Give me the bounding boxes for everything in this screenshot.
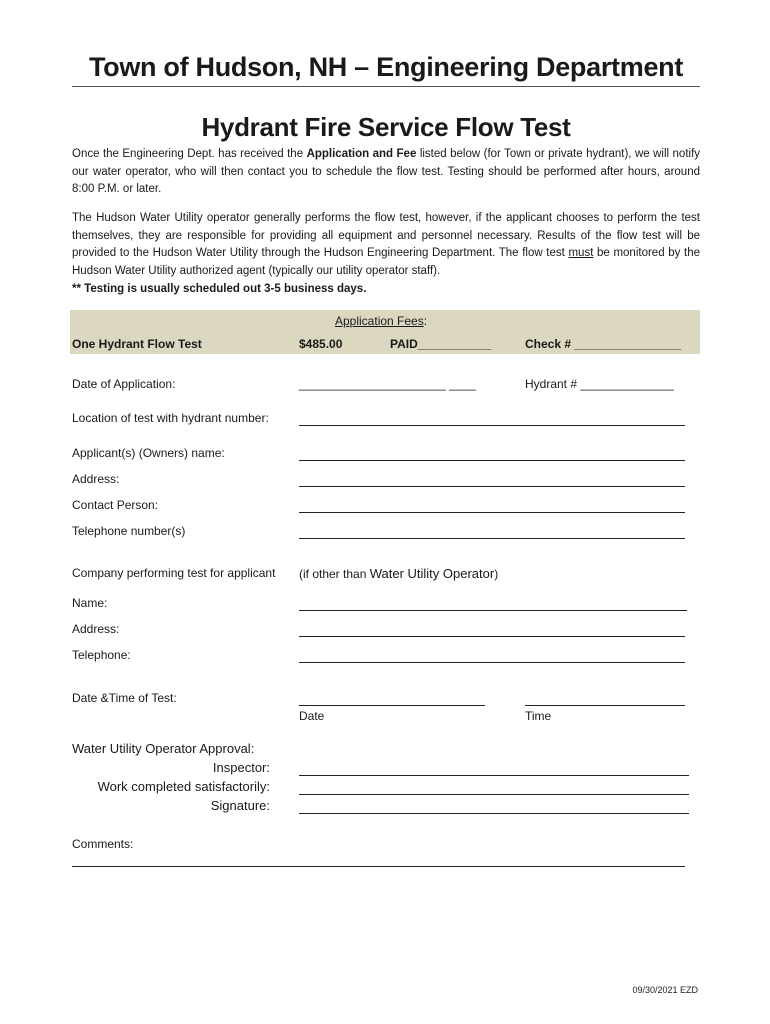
- applicants-label: Applicant(s) (Owners) name:: [72, 446, 225, 460]
- form-title: Hydrant Fire Service Flow Test: [201, 112, 571, 142]
- date-time-label: Date &Time of Test:: [72, 691, 177, 705]
- paid-field[interactable]: PAID___________: [390, 337, 492, 351]
- inspector-field[interactable]: [299, 775, 689, 776]
- fees-heading: Application Fees:: [335, 314, 428, 328]
- telephone-numbers-label: Telephone number(s): [72, 524, 186, 538]
- company-note: (if other than Water Utility Operator): [299, 566, 499, 581]
- fee-amount: $485.00: [299, 337, 343, 351]
- signature-label: Signature:: [210, 798, 270, 813]
- company-name-label: Name:: [72, 596, 108, 610]
- department-title: Town of Hudson, NH – Engineering Department: [88, 52, 684, 82]
- application-fee-emphasis: Application and Fee: [306, 148, 417, 160]
- header-divider: [72, 86, 700, 87]
- company-telephone-label: Telephone:: [72, 648, 131, 662]
- company-telephone-field[interactable]: [299, 662, 685, 663]
- inspector-label: Inspector:: [212, 760, 270, 775]
- contact-person-field[interactable]: [299, 512, 685, 513]
- company-address-label: Address:: [72, 622, 120, 636]
- signature-field[interactable]: [299, 813, 689, 814]
- date-of-application-label: Date of Application:: [72, 377, 176, 391]
- date-of-application-field[interactable]: ______________________ ____: [299, 377, 476, 391]
- hydrant-number-field[interactable]: Hydrant # ______________: [525, 377, 674, 391]
- fee-item: One Hydrant Flow Test: [72, 337, 202, 351]
- test-date-field[interactable]: [299, 705, 485, 706]
- telephone-numbers-field[interactable]: [299, 538, 685, 539]
- test-time-field[interactable]: [525, 705, 685, 706]
- time-caption: Time: [525, 709, 552, 723]
- comments-label: Comments:: [72, 837, 134, 851]
- intro-paragraph-1: Once the Engineering Dept. has received the Application and Fee listed below (for Town or private hydrant), we will notify our water operator, who will then contact you to schedule the flow test. Testing should be performed after hours, around 8:00 P.M. or later.: [72, 148, 701, 195]
- company-name-field[interactable]: [299, 610, 687, 611]
- work-completed-label: Work completed satisfactorily:: [97, 779, 270, 794]
- contact-person-label: Contact Person:: [72, 498, 159, 512]
- company-label: Company performing test for applicant: [72, 566, 276, 580]
- approval-heading: Water Utility Operator Approval:: [72, 741, 255, 756]
- location-field[interactable]: [299, 425, 685, 426]
- scheduling-note: ** Testing is usually scheduled out 3-5 business days.: [72, 283, 367, 295]
- applicants-field[interactable]: [299, 460, 685, 461]
- company-address-field[interactable]: [299, 636, 685, 637]
- address-field[interactable]: [299, 486, 685, 487]
- date-caption: Date: [299, 709, 325, 723]
- must-emphasis: must: [568, 247, 594, 259]
- revision-stamp: 09/30/2021 EZD: [632, 985, 698, 995]
- intro-paragraph-2: The Hudson Water Utility operator generally performs the flow test, however, if the applicant chooses to perform the test themselves, they are responsible for providing all equipment and personnel necessary. Results of the flow test will be provided to the Hudson Water Utility through the Hudson Engineering Department. The flow test must be monitored by the Hudson Water Utility authorized agent (typically our utility operator staff).: [72, 212, 700, 277]
- address-label: Address:: [72, 472, 120, 486]
- work-completed-field[interactable]: [299, 794, 689, 795]
- comments-field[interactable]: [72, 866, 685, 867]
- location-label: Location of test with hydrant number:: [72, 411, 269, 425]
- check-number-field[interactable]: Check # ________________: [525, 337, 682, 351]
